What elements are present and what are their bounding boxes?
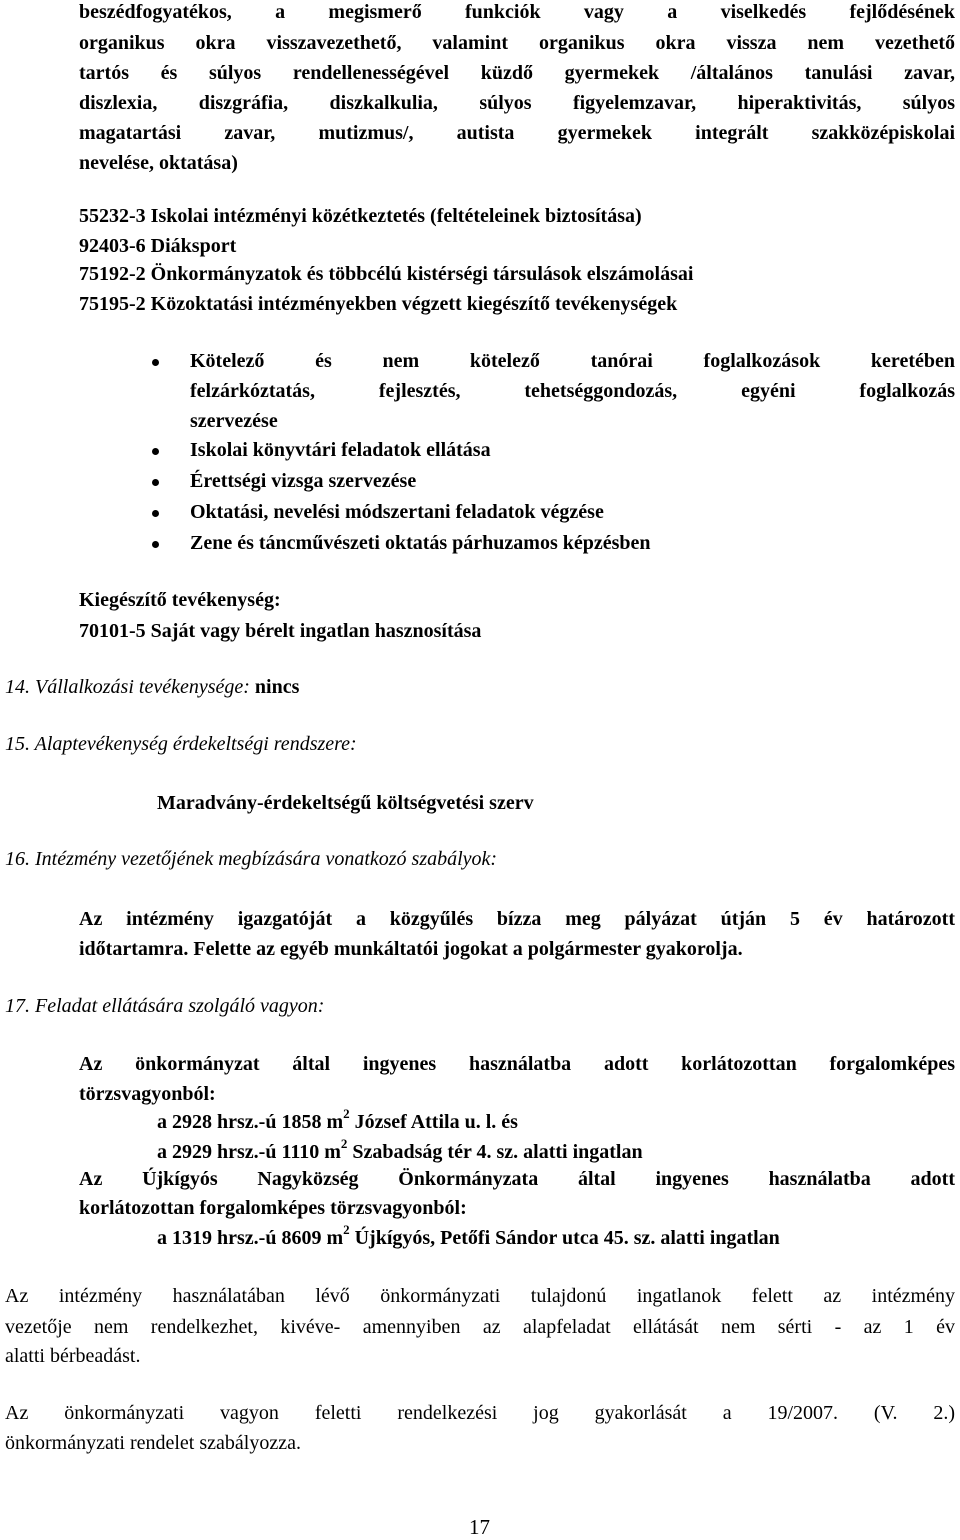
section-15-value: Maradvány-érdekeltségű költségvetési szerv (157, 792, 534, 814)
section-17-label: 17. Feladat ellátására szolgáló vagyon: (5, 995, 325, 1017)
property-1-sup: 2 (343, 1106, 350, 1122)
property-1 (157, 1106, 518, 1133)
section-17-p1-line: törzsvagyonból: (79, 1083, 216, 1105)
bullet-icon (152, 510, 159, 517)
property-3-text: a 1319 hrsz.-ú 8609 m (157, 1227, 344, 1249)
bullet-item: Érettségi vizsga szervezése (190, 470, 417, 492)
property-2 (157, 1136, 643, 1163)
activity-code: 75192-2 Önkormányzatok és többcélú kistérségi társulások elszámolásai (79, 263, 694, 285)
section-16-label: 16. Intézmény vezetőjének megbízására vonatkozó szabályok: (5, 848, 498, 870)
property-2-sup: 2 (340, 1136, 348, 1152)
section-14-label: 14. Vállalkozási tevékenysége: (5, 676, 250, 698)
property-2-text: a 2929 hrsz.-ú 1110 m (157, 1141, 341, 1163)
property-3 (157, 1222, 780, 1249)
section-15-label: 15. Alaptevékenység érdekeltségi rendszere: (5, 733, 357, 755)
paragraph-a-line: alatti bérbeadást. (5, 1345, 141, 1367)
section-16-line: Az intézmény igazgatóját a közgyűlés bízza meg pályázat útján 5 év határozott (79, 908, 955, 930)
intro-line: nevelése, oktatása) (79, 152, 238, 174)
supplementary-item: 70101-5 Saját vagy bérelt ingatlan hasznosítása (79, 620, 482, 642)
page-number: 17 (469, 1515, 490, 1539)
section-17-p2-line: korlátozottan forgalomképes törzsvagyonból: (79, 1197, 467, 1219)
property-2-address: Szabadság tér 4. sz. alatti ingatlan (347, 1141, 643, 1163)
bullet-icon (152, 541, 159, 548)
intro-line: tartós és súlyos rendellenességével küzdő gyermekek /általános tanulási zavar, (79, 62, 955, 84)
intro-line: organikus okra visszavezethető, valamint organikus okra vissza nem vezethető (79, 32, 955, 54)
intro-line: diszlexia, diszgráfia, diszkalkulia, súlyos figyelemzavar, hiperaktivitás, súlyos (79, 92, 955, 114)
bullet-item-line: felzárkóztatás, fejlesztés, tehetséggondozás, egyéni foglalkozás (190, 380, 955, 402)
bullet-icon (152, 359, 159, 366)
paragraph-a-line: Az intézmény használatában lévő önkormányzati tulajdonú ingatlanok felett az intézmény (5, 1285, 955, 1307)
bullet-item-line: szervezése (190, 410, 278, 432)
bullet-item: Iskolai könyvtári feladatok ellátása (190, 439, 491, 461)
activity-code: 75195-2 Közoktatási intézményekben végzett kiegészítő tevékenységek (79, 293, 678, 315)
section-14 (5, 677, 299, 697)
bullet-item: Zene és táncművészeti oktatás párhuzamos képzésben (190, 532, 651, 554)
bullet-icon (152, 448, 159, 455)
property-3-address: Újkígyós, Petőfi Sándor utca 45. sz. alatti ingatlan (349, 1227, 780, 1249)
paragraph-a-line: vezetője nem rendelkezhet, kivéve- amennyiben az alapfeladat ellátását nem sérti - az 1 év (5, 1316, 955, 1338)
supplementary-heading: Kiegészítő tevékenység: (79, 589, 281, 611)
bullet-icon (152, 479, 159, 486)
property-3-sup: 2 (343, 1222, 350, 1238)
paragraph-b-line: Az önkormányzati vagyon feletti rendelkezési jog gyakorlását a 19/2007. (V. 2.) (5, 1402, 955, 1424)
property-1-address: József Attila u. l. és (349, 1111, 518, 1133)
paragraph-b-line: önkormányzati rendelet szabályozza. (5, 1432, 301, 1454)
property-1-text: a 2928 hrsz.-ú 1858 m (157, 1111, 344, 1133)
section-17-p2-line: Az Újkígyós Nagyközség Önkormányzata által ingyenes használatba adott (79, 1168, 955, 1190)
activity-code: 55232-3 Iskolai intézményi közétkeztetés (feltételeinek biztosítása) (79, 205, 642, 227)
bullet-item: Oktatási, nevelési módszertani feladatok végzése (190, 501, 604, 523)
section-17-p1-line: Az önkormányzat által ingyenes használatba adott korlátozottan forgalomképes (79, 1053, 955, 1075)
activity-code: 92403-6 Diáksport (79, 235, 237, 257)
intro-line: magatartási zavar, mutizmus/, autista gyermekek integrált szakközépiskolai (79, 122, 955, 144)
intro-line: beszédfogyatékos, a megismerő funkciók vagy a viselkedés fejlődésének (79, 1, 955, 23)
section-16-line: időtartamra. Felette az egyéb munkáltatói jogokat a polgármester gyakorolja. (79, 938, 743, 960)
section-14-value: nincs (254, 676, 300, 698)
bullet-item-line: Kötelező és nem kötelező tanórai foglalkozások keretében (190, 350, 955, 372)
